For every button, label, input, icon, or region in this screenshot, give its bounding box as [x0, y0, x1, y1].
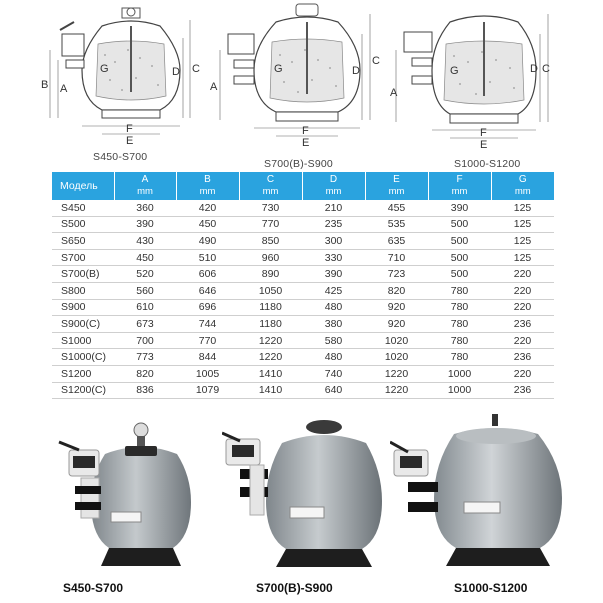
- dimension-cell: 646: [176, 282, 239, 299]
- model-cell: S1200: [52, 365, 114, 382]
- dim-label-f: F: [302, 125, 309, 137]
- dimension-cell: 520: [114, 266, 176, 283]
- table-row: [52, 266, 554, 283]
- dim-label-c: C: [192, 63, 200, 75]
- product-caption: S700(B)-S900: [256, 581, 333, 595]
- dimension-cell: 580: [302, 332, 365, 349]
- header-col-g: G mm: [491, 172, 554, 200]
- dim-label-c: C: [372, 55, 380, 67]
- dimension-cell: 820: [114, 365, 176, 382]
- dimension-cell: 920: [365, 299, 428, 316]
- product-photo-s450-s700: [55, 420, 205, 570]
- dim-label-f: F: [126, 123, 133, 135]
- model-cell: S450: [52, 200, 114, 216]
- dimension-cell: 1020: [365, 349, 428, 366]
- dimension-cell: 1220: [365, 365, 428, 382]
- dimension-cell: 300: [302, 233, 365, 250]
- dimension-cell: 696: [176, 299, 239, 316]
- dimension-cell: 480: [302, 299, 365, 316]
- table-row: [52, 332, 554, 349]
- dimension-cell: 606: [176, 266, 239, 283]
- dimension-cell: 1020: [365, 332, 428, 349]
- dimension-cell: 723: [365, 266, 428, 283]
- diagram-caption: S1000-S1200: [454, 158, 521, 170]
- dimension-cell: 220: [491, 266, 554, 283]
- table-row: [52, 233, 554, 250]
- dimension-cell: 236: [491, 382, 554, 399]
- dimension-cell: 1005: [176, 365, 239, 382]
- dimension-cell: 210: [302, 200, 365, 216]
- dimension-cell: 220: [491, 365, 554, 382]
- product-photo-s1000-s1200: [390, 410, 575, 570]
- table-row: [52, 249, 554, 266]
- header-col-c: C mm: [239, 172, 302, 200]
- dimension-cell: 673: [114, 316, 176, 333]
- dimension-cell: 780: [428, 332, 491, 349]
- dimension-cell: 700: [114, 332, 176, 349]
- dimension-cell: 390: [302, 266, 365, 283]
- dim-label-g: G: [274, 63, 283, 75]
- dimension-cell: 1000: [428, 382, 491, 399]
- diagram-s1000-s1200: [390, 0, 560, 150]
- dimension-cell: 450: [114, 249, 176, 266]
- model-cell: S800: [52, 282, 114, 299]
- dimension-cell: 780: [428, 282, 491, 299]
- dim-label-e: E: [480, 139, 488, 150]
- dimension-cell: 220: [491, 299, 554, 316]
- dimension-cell: 836: [114, 382, 176, 399]
- filter-photo: [222, 415, 392, 570]
- dimension-cell: 610: [114, 299, 176, 316]
- model-cell: S900(C): [52, 316, 114, 333]
- dimension-cell: 220: [491, 332, 554, 349]
- dimension-cell: 535: [365, 216, 428, 233]
- model-cell: S900: [52, 299, 114, 316]
- model-cell: S500: [52, 216, 114, 233]
- dimension-cell: 510: [176, 249, 239, 266]
- header-col-d: D mm: [302, 172, 365, 200]
- diagram-caption: S450-S700: [93, 151, 148, 163]
- model-cell: S1000(C): [52, 349, 114, 366]
- dim-label-d: D: [172, 66, 180, 78]
- dimension-cell: 770: [176, 332, 239, 349]
- dimension-cell: 390: [114, 216, 176, 233]
- dim-label-e: E: [302, 137, 310, 149]
- header-col-f: F mm: [428, 172, 491, 200]
- dimension-cell: 744: [176, 316, 239, 333]
- table-row: [52, 282, 554, 299]
- dimension-cell: 236: [491, 316, 554, 333]
- filter-photo: [55, 420, 205, 570]
- dim-label-a: A: [60, 83, 68, 95]
- dimension-cell: 780: [428, 299, 491, 316]
- dimension-cell: 125: [491, 200, 554, 216]
- dimension-cell: 1410: [239, 365, 302, 382]
- table-row: [52, 200, 554, 216]
- table-row: [52, 299, 554, 316]
- dimension-cell: 850: [239, 233, 302, 250]
- dimension-cell: 1000: [428, 365, 491, 382]
- table-row: [52, 349, 554, 366]
- dimension-cell: 773: [114, 349, 176, 366]
- dimension-cell: 500: [428, 216, 491, 233]
- dimension-cell: 730: [239, 200, 302, 216]
- table-row: [52, 216, 554, 233]
- product-caption: S1000-S1200: [454, 581, 528, 595]
- filter-photo: [390, 410, 575, 570]
- product-photo-s700b-s900: [222, 415, 392, 570]
- dimension-cell: 236: [491, 349, 554, 366]
- dimension-cell: 425: [302, 282, 365, 299]
- dimension-cell: 430: [114, 233, 176, 250]
- header-model: Модель: [52, 172, 114, 200]
- diagram-s700b-s900: [210, 0, 390, 150]
- header-col-e: E mm: [365, 172, 428, 200]
- dimension-cell: 360: [114, 200, 176, 216]
- dimension-cell: 960: [239, 249, 302, 266]
- dimension-cell: 890: [239, 266, 302, 283]
- table-row: [52, 316, 554, 333]
- dimension-cell: 710: [365, 249, 428, 266]
- dimension-cell: 125: [491, 249, 554, 266]
- dimension-cell: 500: [428, 266, 491, 283]
- spec-table: [52, 172, 554, 399]
- dim-label-b: B: [41, 79, 49, 91]
- dimension-cell: 635: [365, 233, 428, 250]
- model-cell: S650: [52, 233, 114, 250]
- diagram-caption: S700(B)-S900: [264, 158, 333, 170]
- dim-label-d: D: [530, 63, 538, 75]
- dimension-cell: 780: [428, 349, 491, 366]
- dimension-cell: 640: [302, 382, 365, 399]
- header-col-a: A mm: [114, 172, 176, 200]
- dimension-cell: 780: [428, 316, 491, 333]
- dimension-cell: 844: [176, 349, 239, 366]
- dim-label-f: F: [480, 127, 487, 139]
- dimension-cell: 450: [176, 216, 239, 233]
- spec-table-body: [52, 200, 554, 399]
- dimension-cell: 1220: [365, 382, 428, 399]
- model-cell: S1200(C): [52, 382, 114, 399]
- table-row: [52, 382, 554, 399]
- dimension-cell: 455: [365, 200, 428, 216]
- table-row: [52, 365, 554, 382]
- dimension-cell: 390: [428, 200, 491, 216]
- spec-table-header: [52, 172, 554, 200]
- dim-label-g: G: [450, 65, 459, 77]
- header-col-b: B mm: [176, 172, 239, 200]
- dimension-cell: 770: [239, 216, 302, 233]
- dimension-cell: 420: [176, 200, 239, 216]
- dim-label-d: D: [352, 65, 360, 77]
- filter-line-drawing: [40, 0, 210, 150]
- filter-line-drawing: [390, 0, 560, 150]
- dim-label-g: G: [100, 63, 109, 75]
- model-cell: S700: [52, 249, 114, 266]
- dimension-cell: 235: [302, 216, 365, 233]
- dim-label-a: A: [390, 87, 398, 99]
- dimension-cell: 1410: [239, 382, 302, 399]
- dimension-cell: 220: [491, 282, 554, 299]
- model-cell: S700(B): [52, 266, 114, 283]
- dimension-cell: 480: [302, 349, 365, 366]
- dimension-cell: 500: [428, 233, 491, 250]
- dimension-cell: 125: [491, 216, 554, 233]
- dimension-cell: 1050: [239, 282, 302, 299]
- dimension-cell: 920: [365, 316, 428, 333]
- diagram-s450-s700: [40, 0, 210, 150]
- dim-label-a: A: [210, 81, 218, 93]
- dimension-cell: 740: [302, 365, 365, 382]
- dimension-cell: 490: [176, 233, 239, 250]
- dimension-cell: 1220: [239, 332, 302, 349]
- dimension-cell: 1180: [239, 316, 302, 333]
- dim-label-e: E: [126, 135, 134, 147]
- dim-label-c: C: [542, 63, 550, 75]
- dimension-cell: 820: [365, 282, 428, 299]
- dimension-cell: 1079: [176, 382, 239, 399]
- dimension-cell: 125: [491, 233, 554, 250]
- product-caption: S450-S700: [63, 581, 124, 595]
- dimension-cell: 560: [114, 282, 176, 299]
- model-cell: S1000: [52, 332, 114, 349]
- filter-line-drawing: [210, 0, 390, 150]
- dimension-cell: 1220: [239, 349, 302, 366]
- dimension-cell: 380: [302, 316, 365, 333]
- dimension-cell: 330: [302, 249, 365, 266]
- dimension-cell: 500: [428, 249, 491, 266]
- dimension-cell: 1180: [239, 299, 302, 316]
